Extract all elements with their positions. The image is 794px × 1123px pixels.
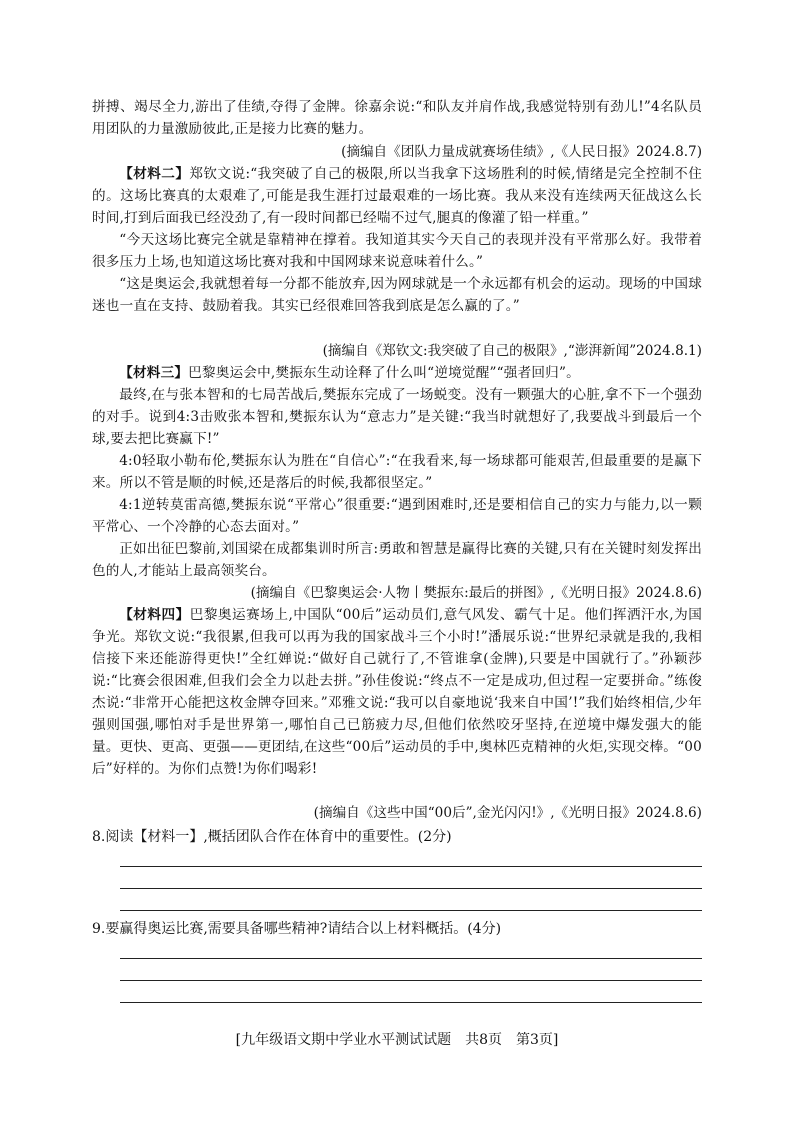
material3-para3: 4:0轻取小勒布伦,樊振东认为胜在“自信心”:“在我看来,每一场球都可能艰苦,但最重要的是赢下来。所以不管是顺的时候,还是落后的时候,我都很坚定。” <box>92 453 702 491</box>
material2-para2: “今天这场比赛完全就是靠精神在撑着。我知道其实今天自己的表现并没有平常那么好。我带着很多压力上场,也知道这场比赛对我和中国网球来说意味着什么。” <box>92 232 702 270</box>
material2-para1-text: 郑钦文说:“我突破了自己的极限,所以当我拿下这场胜利的时候,情绪是完全控制不住的。这场比赛真的太艰难了,可能是我生涯打过最艰难的一场比赛。我从来没有连续两天征战这么长时间,打到后面我已经没劲了,有一段时间都已经喘不过气,腿真的像灌了铅一样重。” <box>92 166 702 226</box>
material3-para2: 最终,在与张本智和的七局苦战后,樊振东完成了一场蜕变。没有一颗强大的心脏,拿不下一个强劲的对手。说到4:3击败张本智和,樊振东认为“意志力”是关键:“我当时就想好了,我要战斗到最后一个球,要去把比赛赢下!” <box>92 387 702 447</box>
question-8: 8.阅读【材料一】,概括团队合作在体育中的重要性。(2分) <box>92 829 452 845</box>
material4-para1 <box>92 604 702 780</box>
material3-para1 <box>92 362 702 384</box>
material4-para1-text: 巴黎奥运赛场上,中国队“00后”运动员们,意气风发、霸气十足。他们挥洒汗水,为国争光。郑钦文说:“我很累,但我可以再为我的国家战斗三个小时!”潘展乐说:“世界纪录就是我的,我相信接下来还能游得更快!”全红婵说:“做好自己就行了,不管谁拿(金牌),只要是中国就行了。”孙颖莎说:“比赛会很困难,但我们会全力以赴去拼。”孙佳俊说:“终点不一定是成功,但过程一定要拼命。”练俊杰说:“非常开心能把这枚金牌夺回来。”邓雅文说:“我可以自豪地说‘我来自中国’!”我们始终相信,少年强则国强,哪怕对手是世界第一,哪怕自己已筋疲力尽,但他们依然咬牙坚持,在逆境中爆发强大的能量。更快、更高、更强——更团结,在这些“00后”运动员的手中,奥林匹克精神的火炬,实现交棒。“00后”好样的。为你们点赞!为你们喝彩! <box>92 607 702 777</box>
answer-line-8a[interactable] <box>120 866 702 867</box>
answer-line-8b[interactable] <box>120 888 702 889</box>
material2-para3: “这是奥运会,我就想着每一分都不能放弃,因为网球就是一个永远都有机会的运动。现场的中国球迷也一直在支持、鼓励着我。其实已经很难回答我到底是怎么赢的了。” <box>92 276 702 314</box>
material1-source: (摘编自《团队力量成就赛场佳绩》,《人民日报》2024.8.7) <box>341 144 702 160</box>
material3-para4: 4:1逆转莫雷高德,樊振东说“平常心”很重要:“遇到困难时,还是要相信自己的实力与能力,以一颗平常心、一个冷静的心态去面对。” <box>92 497 702 535</box>
material3 <box>92 362 702 582</box>
material2-source: (摘编自《郑钦文:我突破了自己的极限》,“澎湃新闻”2024.8.1) <box>322 343 702 359</box>
answer-line-9c[interactable] <box>120 1002 702 1003</box>
material2-para1 <box>92 163 702 229</box>
material3-para1-text: 巴黎奥运会中,樊振东生动诠释了什么叫“逆境觉醒”“强者回归”。 <box>188 365 580 381</box>
material3-label: 【材料三】 <box>119 365 189 381</box>
material2 <box>92 163 702 317</box>
question-9: 9.要赢得奥运比赛,需要具备哪些精神?请结合以上材料概括。(4分) <box>92 921 502 937</box>
material2-label: 【材料二】 <box>119 166 190 182</box>
page-footer: [九年级语文期中学业水平测试试题 共8页 第3页] <box>235 1032 559 1048</box>
answer-line-9b[interactable] <box>120 980 702 981</box>
material4 <box>92 604 702 780</box>
answer-line-8c[interactable] <box>120 910 702 911</box>
material4-label: 【材料四】 <box>119 607 190 623</box>
material1-tail-text: 拼搏、竭尽全力,游出了佳绩,夺得了金牌。徐嘉余说:“和队友并肩作战,我感觉特别有劲儿!”4名队员用团队的力量激励彼此,正是接力比赛的魅力。 <box>92 99 702 137</box>
answer-line-9a[interactable] <box>120 958 702 959</box>
material1-tail <box>92 96 702 140</box>
material4-source: (摘编自《这些中国“00后”,金光闪闪!》,《光明日报》2024.8.6) <box>313 805 702 821</box>
material3-para5: 正如出征巴黎前,刘国梁在成都集训时所言:勇敢和智慧是赢得比赛的关键,只有在关键时刻发挥出色的人,才能站上最高领奖台。 <box>92 541 702 579</box>
material3-source: (摘编自《巴黎奥运会·人物丨樊振东:最后的拼图》,《光明日报》2024.8.6) <box>250 585 702 601</box>
